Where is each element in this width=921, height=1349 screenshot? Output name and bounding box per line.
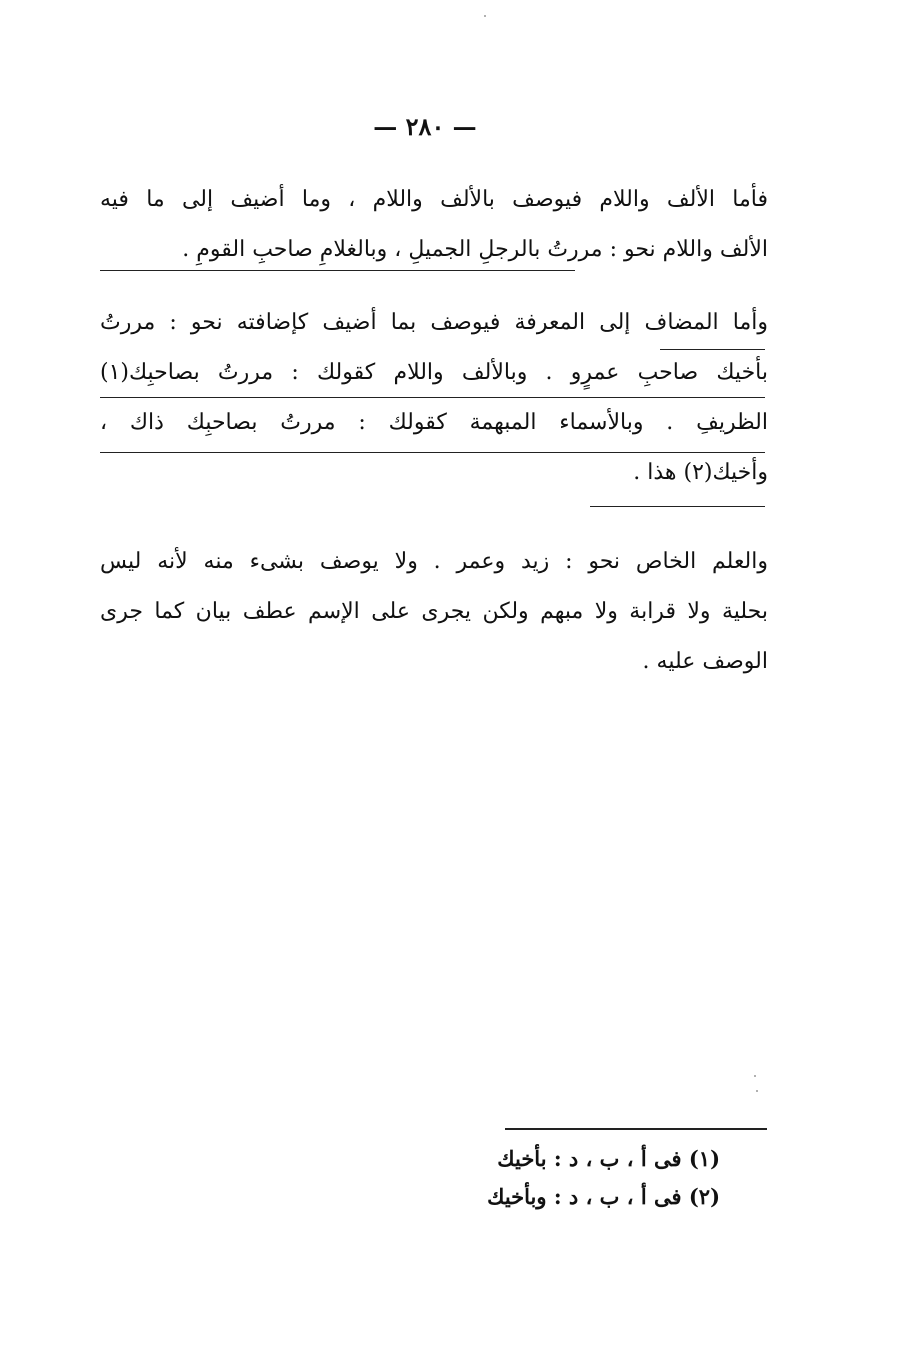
footnotes	[420, 1140, 720, 1216]
footnote-1: (١) فى أ ، ب ، د : بأخيك	[497, 1146, 720, 1171]
underline-rule	[590, 506, 765, 507]
page-number: — ٢٨٠ —	[373, 112, 477, 141]
footnote-rule	[505, 1128, 767, 1130]
footnote-2: (٢) فى أ ، ب ، د : وبأخيك	[487, 1184, 720, 1209]
underline-rule	[660, 349, 765, 350]
underline-rule	[100, 270, 575, 271]
paragraph-3	[100, 537, 768, 687]
paragraph-line: الألف واللام نحو : مررتُ بالرجلِ الجميلِ ، وبالغلامِ صاحبِ القومِ .	[182, 237, 768, 262]
paragraph-line: وأخيك(٢) هذا .	[633, 460, 768, 485]
paragraph-line: فأما الألف واللام فيوصف بالألف واللام ، وما أضيف إلى ما فيه	[100, 187, 768, 212]
paragraph-2	[100, 298, 768, 498]
paragraph-line: والعلم الخاص نحو : زيد وعمر . ولا يوصف بشىء منه لأنه ليس	[100, 549, 768, 574]
paragraph-line: بحلية ولا قرابة ولا مبهم ولكن يجرى على الإسم عطف بيان كما جرى	[100, 599, 768, 624]
scan-speck	[756, 1090, 758, 1092]
paragraph-line: بأخيك صاحبِ عمرٍو . وبالألف واللام كقولك : مررتُ بصاحبِك(١)	[100, 360, 768, 385]
paragraph-1	[100, 175, 768, 275]
paragraph-line: الوصف عليه .	[642, 649, 768, 674]
underline-rule	[100, 397, 765, 398]
scan-speck	[754, 1075, 756, 1077]
underline-rule	[100, 452, 765, 453]
paragraph-line: وأما المضاف إلى المعرفة فيوصف بما أضيف كإضافته نحو : مررتُ	[100, 310, 768, 335]
paragraph-line: الظريفِ . وبالأسماء المبهمة كقولك : مررتُ بصاحبِك ذاك ،	[100, 410, 768, 435]
scan-speck	[484, 15, 486, 17]
